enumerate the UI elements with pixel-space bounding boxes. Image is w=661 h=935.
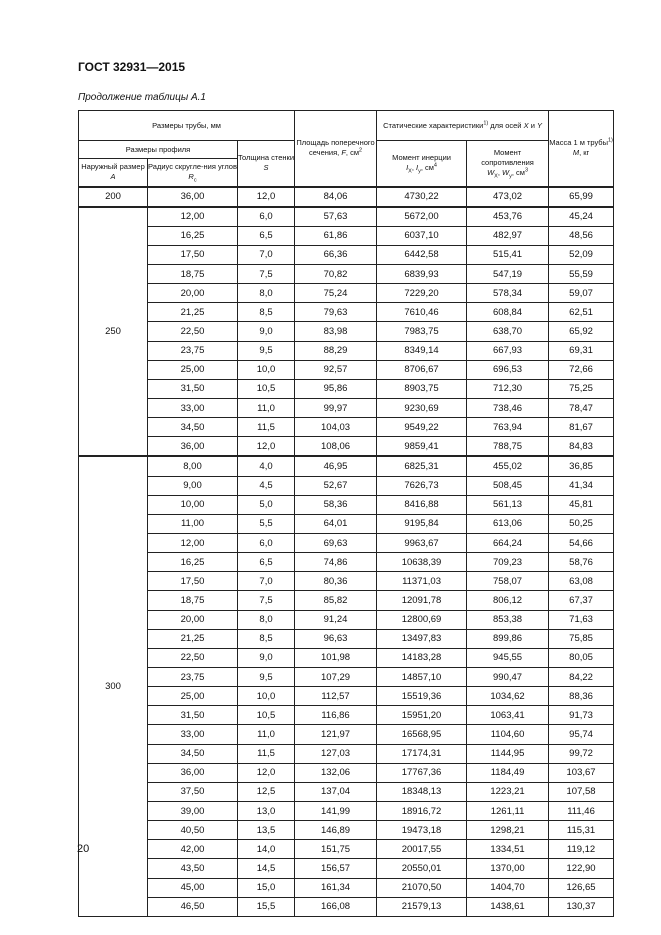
mass-cell: 119,12: [549, 840, 614, 859]
corner-radius-cell: 34,50: [148, 418, 238, 437]
resistance-cell: 712,30: [467, 379, 549, 398]
inertia-cell: 21579,13: [377, 897, 467, 916]
resistance-cell: 515,41: [467, 245, 549, 264]
corner-radius-cell: 42,00: [148, 840, 238, 859]
corner-radius-cell: 23,75: [148, 668, 238, 687]
table-row: [79, 668, 614, 687]
resistance-cell: 482,97: [467, 226, 549, 245]
area-cell: 80,36: [295, 572, 377, 591]
resistance-cell: 1034,62: [467, 687, 549, 706]
corner-radius-cell: 33,00: [148, 399, 238, 418]
area-cell: 85,82: [295, 591, 377, 610]
mass-cell: 115,31: [549, 821, 614, 840]
mass-cell: 69,31: [549, 341, 614, 360]
mass-cell: 59,07: [549, 284, 614, 303]
resistance-cell: 608,84: [467, 303, 549, 322]
resistance-cell: 1261,11: [467, 802, 549, 821]
wall-thickness-cell: 14,5: [238, 859, 295, 878]
mass-cell: 78,47: [549, 399, 614, 418]
area-cell: 151,75: [295, 840, 377, 859]
table-row: [79, 534, 614, 553]
wall-thickness-cell: 6,0: [238, 534, 295, 553]
corner-radius-cell: 9,00: [148, 476, 238, 495]
header-static-characteristics: Статические характеристики$^{1)}$ для осей X и Y: [377, 111, 549, 141]
inertia-cell: 16568,95: [377, 725, 467, 744]
area-cell: 83,98: [295, 322, 377, 341]
resistance-cell: 578,34: [467, 284, 549, 303]
table-row: [79, 399, 614, 418]
inertia-cell: 12091,78: [377, 591, 467, 610]
inertia-cell: 7626,73: [377, 476, 467, 495]
table-row: [79, 629, 614, 648]
header-pipe-dimensions: Размеры трубы, мм: [79, 111, 295, 141]
resistance-cell: 1438,61: [467, 897, 549, 916]
resistance-cell: 667,93: [467, 341, 549, 360]
area-cell: 141,99: [295, 802, 377, 821]
resistance-cell: 638,70: [467, 322, 549, 341]
area-cell: 74,86: [295, 553, 377, 572]
corner-radius-cell: 25,00: [148, 687, 238, 706]
mass-cell: 80,05: [549, 648, 614, 667]
table-row: [79, 706, 614, 725]
area-cell: 96,63: [295, 629, 377, 648]
area-cell: 161,34: [295, 878, 377, 897]
resistance-cell: 1184,49: [467, 763, 549, 782]
wall-thickness-cell: 9,5: [238, 668, 295, 687]
corner-radius-cell: 39,00: [148, 802, 238, 821]
corner-radius-cell: 17,50: [148, 245, 238, 264]
area-cell: 92,57: [295, 360, 377, 379]
corner-radius-cell: 46,50: [148, 897, 238, 916]
mass-cell: 103,67: [549, 763, 614, 782]
resistance-cell: 561,13: [467, 495, 549, 514]
wall-thickness-cell: 7,5: [238, 591, 295, 610]
corner-radius-cell: 21,25: [148, 303, 238, 322]
wall-thickness-cell: 4,0: [238, 456, 295, 476]
table-row: [79, 821, 614, 840]
resistance-cell: 1370,00: [467, 859, 549, 878]
table-row: [79, 360, 614, 379]
area-cell: 99,97: [295, 399, 377, 418]
wall-thickness-cell: 13,0: [238, 802, 295, 821]
mass-cell: 81,67: [549, 418, 614, 437]
wall-thickness-cell: 8,5: [238, 303, 295, 322]
mass-cell: 48,56: [549, 226, 614, 245]
corner-radius-cell: 40,50: [148, 821, 238, 840]
wall-thickness-cell: 12,0: [238, 763, 295, 782]
inertia-cell: 13497,83: [377, 629, 467, 648]
table-row: [79, 456, 614, 476]
mass-cell: 122,90: [549, 859, 614, 878]
table-row: [79, 495, 614, 514]
outer-size-cell: 250: [79, 207, 148, 457]
wall-thickness-cell: 11,0: [238, 399, 295, 418]
wall-thickness-cell: 10,5: [238, 379, 295, 398]
table-row: [79, 610, 614, 629]
wall-thickness-cell: 12,0: [238, 187, 295, 207]
area-cell: 61,86: [295, 226, 377, 245]
pipe-properties-table: [78, 110, 614, 917]
resistance-cell: 547,19: [467, 265, 549, 284]
corner-radius-cell: 16,25: [148, 226, 238, 245]
mass-cell: 75,85: [549, 629, 614, 648]
resistance-cell: 1404,70: [467, 878, 549, 897]
area-cell: 58,36: [295, 495, 377, 514]
area-cell: 69,63: [295, 534, 377, 553]
wall-thickness-cell: 15,5: [238, 897, 295, 916]
mass-cell: 62,51: [549, 303, 614, 322]
mass-cell: 45,24: [549, 207, 614, 227]
mass-cell: 55,59: [549, 265, 614, 284]
inertia-cell: 7229,20: [377, 284, 467, 303]
mass-cell: 63,08: [549, 572, 614, 591]
inertia-cell: 15519,36: [377, 687, 467, 706]
mass-cell: 41,34: [549, 476, 614, 495]
corner-radius-cell: 12,00: [148, 534, 238, 553]
table-row: [79, 782, 614, 801]
area-cell: 46,95: [295, 456, 377, 476]
table-row: [79, 591, 614, 610]
mass-cell: 65,92: [549, 322, 614, 341]
header-mass: Масса 1 м трубы$^{1)}$ M, кг: [549, 111, 614, 187]
area-cell: 127,03: [295, 744, 377, 763]
inertia-cell: 7983,75: [377, 322, 467, 341]
table-row: [79, 840, 614, 859]
wall-thickness-cell: 7,0: [238, 572, 295, 591]
resistance-cell: 806,12: [467, 591, 549, 610]
table-row: [79, 284, 614, 303]
mass-cell: 71,63: [549, 610, 614, 629]
mass-cell: 91,73: [549, 706, 614, 725]
inertia-cell: 14857,10: [377, 668, 467, 687]
mass-cell: 111,46: [549, 802, 614, 821]
mass-cell: 95,74: [549, 725, 614, 744]
resistance-cell: 788,75: [467, 437, 549, 457]
area-cell: 132,06: [295, 763, 377, 782]
table-row: [79, 245, 614, 264]
header-outer-size: Наружный размер A: [79, 159, 148, 187]
mass-cell: 36,85: [549, 456, 614, 476]
table-row: [79, 763, 614, 782]
inertia-cell: 18348,13: [377, 782, 467, 801]
mass-cell: 99,72: [549, 744, 614, 763]
wall-thickness-cell: 12,0: [238, 437, 295, 457]
wall-thickness-cell: 9,0: [238, 648, 295, 667]
mass-cell: 88,36: [549, 687, 614, 706]
corner-radius-cell: 43,50: [148, 859, 238, 878]
wall-thickness-cell: 11,0: [238, 725, 295, 744]
inertia-cell: 9859,41: [377, 437, 467, 457]
table-row: [79, 878, 614, 897]
area-cell: 70,82: [295, 265, 377, 284]
inertia-cell: 6037,10: [377, 226, 467, 245]
corner-radius-cell: 18,75: [148, 265, 238, 284]
wall-thickness-cell: 7,5: [238, 265, 295, 284]
area-cell: 66,36: [295, 245, 377, 264]
area-cell: 88,29: [295, 341, 377, 360]
header-wall-thickness: Толщина стенки S: [238, 141, 295, 187]
resistance-cell: 1334,51: [467, 840, 549, 859]
mass-cell: 65,99: [549, 187, 614, 207]
resistance-cell: 1144,95: [467, 744, 549, 763]
corner-radius-cell: 10,00: [148, 495, 238, 514]
resistance-cell: 473,02: [467, 187, 549, 207]
inertia-cell: 6839,93: [377, 265, 467, 284]
corner-radius-cell: 34,50: [148, 744, 238, 763]
area-cell: 112,57: [295, 687, 377, 706]
mass-cell: 50,25: [549, 514, 614, 533]
table-row: [79, 859, 614, 878]
table-row: [79, 725, 614, 744]
header-corner-radius: Радиус скругле-ния углов $R_c$: [148, 159, 238, 187]
table-row: [79, 687, 614, 706]
resistance-cell: 696,53: [467, 360, 549, 379]
corner-radius-cell: 18,75: [148, 591, 238, 610]
table-body: [79, 187, 614, 917]
wall-thickness-cell: 4,5: [238, 476, 295, 495]
inertia-cell: 17767,36: [377, 763, 467, 782]
resistance-cell: 990,47: [467, 668, 549, 687]
wall-thickness-cell: 9,0: [238, 322, 295, 341]
corner-radius-cell: 21,25: [148, 629, 238, 648]
resistance-cell: 763,94: [467, 418, 549, 437]
resistance-cell: 453,76: [467, 207, 549, 227]
inertia-cell: 20550,01: [377, 859, 467, 878]
header-area: Площадь поперечного сечения, F, $см^2$: [295, 111, 377, 187]
corner-radius-cell: 36,00: [148, 187, 238, 207]
corner-radius-cell: 36,00: [148, 437, 238, 457]
outer-size-cell: 200: [79, 187, 148, 207]
inertia-cell: 10638,39: [377, 553, 467, 572]
inertia-cell: 8903,75: [377, 379, 467, 398]
area-cell: 64,01: [295, 514, 377, 533]
table-caption: Продолжение таблицы А.1: [78, 92, 206, 103]
corner-radius-cell: 33,00: [148, 725, 238, 744]
area-cell: 116,86: [295, 706, 377, 725]
mass-cell: 107,58: [549, 782, 614, 801]
inertia-cell: 8349,14: [377, 341, 467, 360]
corner-radius-cell: 16,25: [148, 553, 238, 572]
wall-thickness-cell: 6,5: [238, 553, 295, 572]
inertia-cell: 17174,31: [377, 744, 467, 763]
wall-thickness-cell: 6,5: [238, 226, 295, 245]
area-cell: 107,29: [295, 668, 377, 687]
table-row: [79, 553, 614, 572]
area-cell: 52,67: [295, 476, 377, 495]
corner-radius-cell: 22,50: [148, 322, 238, 341]
table-row: [79, 379, 614, 398]
corner-radius-cell: 20,00: [148, 284, 238, 303]
table-row: [79, 648, 614, 667]
resistance-cell: 664,24: [467, 534, 549, 553]
inertia-cell: 19473,18: [377, 821, 467, 840]
resistance-cell: 709,23: [467, 553, 549, 572]
corner-radius-cell: 23,75: [148, 341, 238, 360]
inertia-cell: 15951,20: [377, 706, 467, 725]
table-row: [79, 207, 614, 227]
wall-thickness-cell: 14,0: [238, 840, 295, 859]
inertia-cell: 7610,46: [377, 303, 467, 322]
corner-radius-cell: 25,00: [148, 360, 238, 379]
mass-cell: 75,25: [549, 379, 614, 398]
table-row: [79, 897, 614, 916]
inertia-cell: 11371,03: [377, 572, 467, 591]
inertia-cell: 9195,84: [377, 514, 467, 533]
wall-thickness-cell: 5,5: [238, 514, 295, 533]
mass-cell: 84,83: [549, 437, 614, 457]
inertia-cell: 20017,55: [377, 840, 467, 859]
inertia-cell: 18916,72: [377, 802, 467, 821]
area-cell: 57,63: [295, 207, 377, 227]
inertia-cell: 6442,58: [377, 245, 467, 264]
inertia-cell: 5672,00: [377, 207, 467, 227]
mass-cell: 45,81: [549, 495, 614, 514]
mass-cell: 67,37: [549, 591, 614, 610]
wall-thickness-cell: 13,5: [238, 821, 295, 840]
inertia-cell: 9963,67: [377, 534, 467, 553]
corner-radius-cell: 31,50: [148, 706, 238, 725]
table-row: [79, 437, 614, 457]
wall-thickness-cell: 11,5: [238, 418, 295, 437]
area-cell: 75,24: [295, 284, 377, 303]
resistance-cell: 1104,60: [467, 725, 549, 744]
area-cell: 95,86: [295, 379, 377, 398]
resistance-cell: 1223,21: [467, 782, 549, 801]
mass-cell: 52,09: [549, 245, 614, 264]
inertia-cell: 14183,28: [377, 648, 467, 667]
resistance-cell: 1298,21: [467, 821, 549, 840]
corner-radius-cell: 31,50: [148, 379, 238, 398]
inertia-cell: 8706,67: [377, 360, 467, 379]
wall-thickness-cell: 8,0: [238, 284, 295, 303]
resistance-cell: 738,46: [467, 399, 549, 418]
wall-thickness-cell: 15,0: [238, 878, 295, 897]
resistance-cell: 613,06: [467, 514, 549, 533]
inertia-cell: 21070,50: [377, 878, 467, 897]
mass-cell: 72,66: [549, 360, 614, 379]
corner-radius-cell: 12,00: [148, 207, 238, 227]
wall-thickness-cell: 6,0: [238, 207, 295, 227]
area-cell: 79,63: [295, 303, 377, 322]
mass-cell: 126,65: [549, 878, 614, 897]
document-standard-title: ГОСТ 32931—2015: [78, 60, 186, 74]
table-row: [79, 265, 614, 284]
corner-radius-cell: 45,00: [148, 878, 238, 897]
inertia-cell: 12800,69: [377, 610, 467, 629]
area-cell: 156,57: [295, 859, 377, 878]
table-row: [79, 322, 614, 341]
area-cell: 104,03: [295, 418, 377, 437]
resistance-cell: 508,45: [467, 476, 549, 495]
area-cell: 108,06: [295, 437, 377, 457]
table-row: [79, 303, 614, 322]
table-row: [79, 572, 614, 591]
area-cell: 146,89: [295, 821, 377, 840]
area-cell: 84,06: [295, 187, 377, 207]
table-row: [79, 226, 614, 245]
area-cell: 166,08: [295, 897, 377, 916]
area-cell: 137,04: [295, 782, 377, 801]
mass-cell: 58,76: [549, 553, 614, 572]
resistance-cell: 899,86: [467, 629, 549, 648]
header-moment-resistance: Момент сопротивления $W_X$, $W_y$, $см^3$: [467, 141, 549, 187]
header-profile-dimensions: Размеры профиля: [79, 141, 238, 159]
mass-cell: 84,22: [549, 668, 614, 687]
wall-thickness-cell: 11,5: [238, 744, 295, 763]
header-moment-inertia: Момент инерции $I_X$, $I_y$, $см^4$: [377, 141, 467, 187]
mass-cell: 130,37: [549, 897, 614, 916]
outer-size-cell: 300: [79, 456, 148, 916]
corner-radius-cell: 8,00: [148, 456, 238, 476]
wall-thickness-cell: 5,0: [238, 495, 295, 514]
table-row: [79, 514, 614, 533]
wall-thickness-cell: 8,5: [238, 629, 295, 648]
wall-thickness-cell: 8,0: [238, 610, 295, 629]
wall-thickness-cell: 10,0: [238, 360, 295, 379]
table-row: [79, 476, 614, 495]
table-row: [79, 802, 614, 821]
inertia-cell: 4730,22: [377, 187, 467, 207]
table-row: [79, 187, 614, 207]
area-cell: 91,24: [295, 610, 377, 629]
resistance-cell: 853,38: [467, 610, 549, 629]
table-row: [79, 341, 614, 360]
inertia-cell: 9549,22: [377, 418, 467, 437]
mass-cell: 54,66: [549, 534, 614, 553]
resistance-cell: 455,02: [467, 456, 549, 476]
corner-radius-cell: 17,50: [148, 572, 238, 591]
resistance-cell: 758,07: [467, 572, 549, 591]
corner-radius-cell: 20,00: [148, 610, 238, 629]
wall-thickness-cell: 12,5: [238, 782, 295, 801]
wall-thickness-cell: 10,0: [238, 687, 295, 706]
corner-radius-cell: 22,50: [148, 648, 238, 667]
corner-radius-cell: 36,00: [148, 763, 238, 782]
wall-thickness-cell: 10,5: [238, 706, 295, 725]
inertia-cell: 8416,88: [377, 495, 467, 514]
page-number: 20: [77, 843, 90, 855]
resistance-cell: 1063,41: [467, 706, 549, 725]
resistance-cell: 945,55: [467, 648, 549, 667]
area-cell: 101,98: [295, 648, 377, 667]
wall-thickness-cell: 7,0: [238, 245, 295, 264]
corner-radius-cell: 11,00: [148, 514, 238, 533]
inertia-cell: 9230,69: [377, 399, 467, 418]
area-cell: 121,97: [295, 725, 377, 744]
table-row: [79, 744, 614, 763]
corner-radius-cell: 37,50: [148, 782, 238, 801]
table-row: [79, 418, 614, 437]
inertia-cell: 6825,31: [377, 456, 467, 476]
wall-thickness-cell: 9,5: [238, 341, 295, 360]
